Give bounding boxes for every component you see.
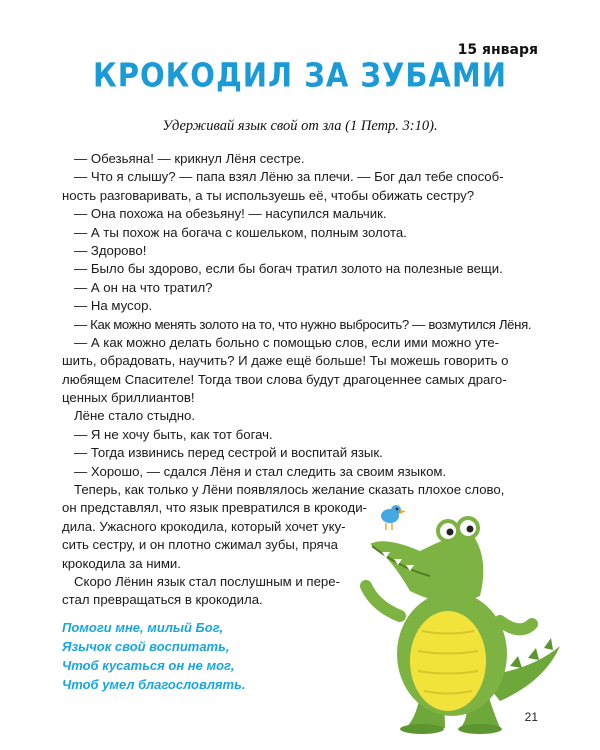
story-line: — Она похожа на обезьяну! — насупился мальчик. bbox=[74, 206, 387, 222]
crocodile-icon bbox=[360, 496, 570, 736]
page-number: 21 bbox=[524, 710, 538, 724]
date-label: 15 января bbox=[457, 42, 538, 58]
story-line: Лёне стало стыдно. bbox=[74, 408, 196, 424]
story-line: — А как можно делать больно с помощью слов, если ими можно уте- bbox=[74, 334, 500, 350]
story-line: стал превращаться в крокодила. bbox=[62, 592, 263, 608]
story-line: дила. Ужасного крокодила, который хочет уку- bbox=[62, 518, 346, 534]
poem-line: Чтоб кусаться он не мог, bbox=[62, 658, 235, 673]
story-line: крокодила за ними. bbox=[62, 555, 181, 571]
story-line: ценных бриллиантов! bbox=[62, 390, 195, 406]
story-line: сить сестру, и он плотно сжимал зубы, пряча bbox=[62, 537, 338, 553]
story-line: — Как можно менять золото на то, что нужно выбросить? — возмутился Лёня. bbox=[74, 316, 532, 332]
story-line: любящем Спасителе! Тогда твои слова будут драгоценнее самых драго- bbox=[62, 371, 507, 387]
poem bbox=[62, 618, 245, 694]
story-line: он представлял, что язык превратился в крокоди- bbox=[62, 500, 367, 516]
story-line: — Я не хочу быть, как тот богач. bbox=[74, 426, 273, 442]
story-line: Скоро Лёнин язык стал послушным и пере- bbox=[74, 573, 340, 589]
story-line: — На мусор. bbox=[74, 298, 153, 314]
story-line: Теперь, как только у Лёни появлялось желание сказать плохое слово, bbox=[74, 482, 505, 498]
story-line: — Что я слышу? — папа взял Лёню за плечи. — Бог дал тебе способ- bbox=[74, 169, 504, 185]
story-line: — А ты похож на богача с кошельком, полным золота. bbox=[74, 224, 407, 240]
poem-line: Язычок свой воспитать, bbox=[62, 639, 230, 654]
story-line: — Обезьяна! — крикнул Лёня сестре. bbox=[74, 151, 305, 166]
story-line: — А он на что тратил? bbox=[74, 279, 213, 295]
epigraph: Удерживай язык свой от зла (1 Петр. 3:10). bbox=[162, 118, 438, 134]
story-line: — Тогда извинись перед сестрой и воспитай язык. bbox=[74, 445, 383, 461]
story-line: — Было бы здорово, если бы богач тратил золото на полезные вещи. bbox=[74, 261, 503, 277]
poem-line: Помоги мне, милый Бог, bbox=[62, 620, 224, 635]
story-line: — Хорошо, — сдался Лёня и стал следить за своим языком. bbox=[74, 463, 447, 479]
story-line: — Здорово! bbox=[74, 242, 147, 258]
poem-line: Чтоб умел благословлять. bbox=[62, 677, 246, 692]
page-title: КРОКОДИЛ ЗА ЗУБАМИ bbox=[92, 55, 508, 95]
story-line: шить, обрадовать, научить? И даже ещё больше! Ты можешь говорить о bbox=[62, 353, 509, 369]
story-line: ность разговаривать, а ты используешь её, чтобы обижать сестру? bbox=[62, 187, 475, 203]
